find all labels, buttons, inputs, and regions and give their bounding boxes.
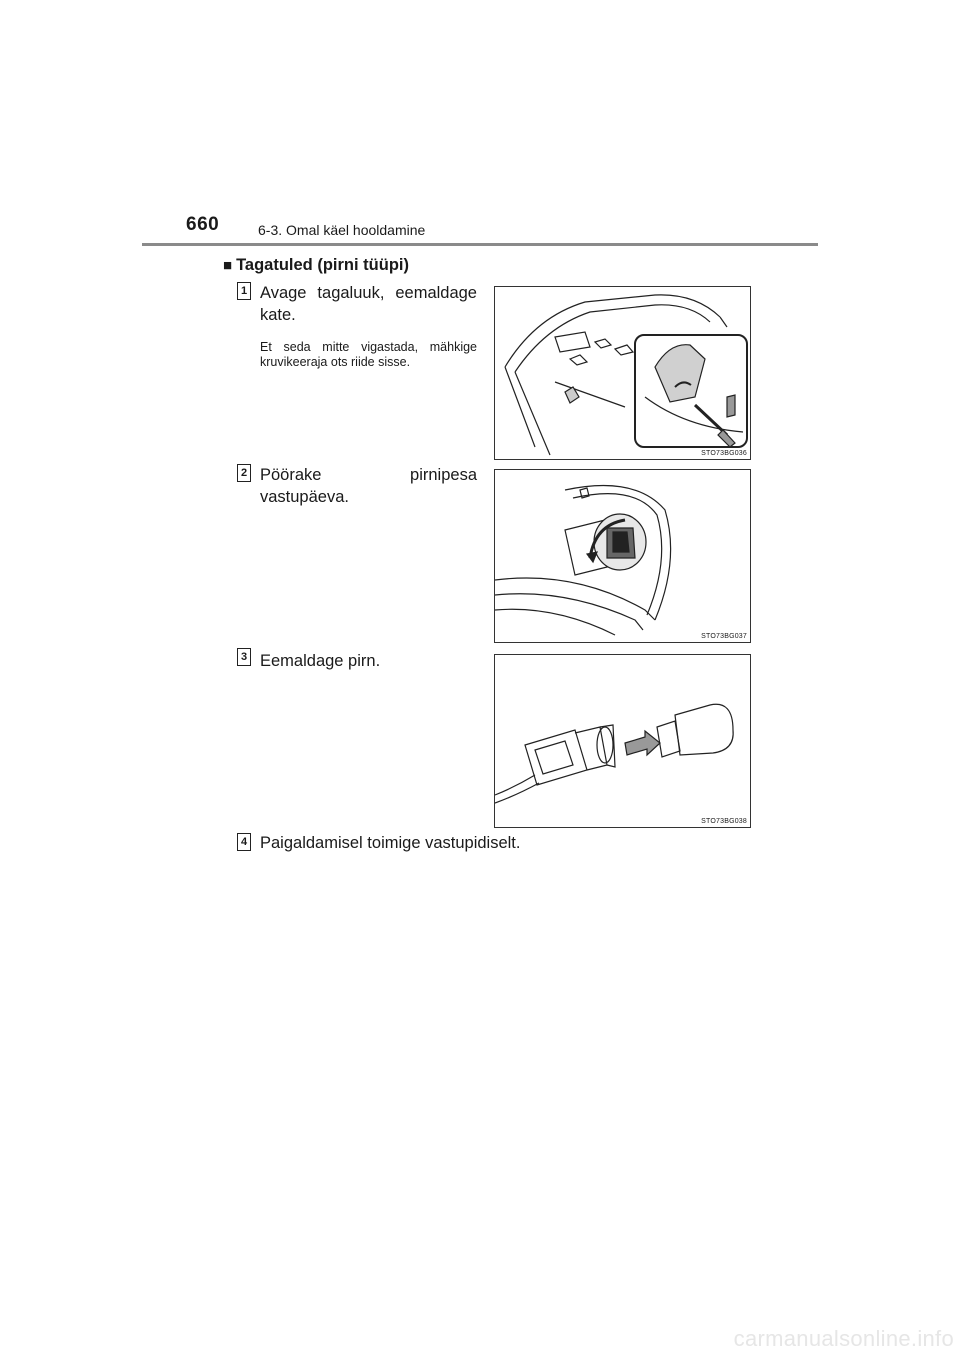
figure-1 — [494, 286, 751, 460]
step-3-text: Eemaldage pirn. — [260, 652, 381, 670]
figure-3 — [494, 654, 751, 828]
step-1-note: Et seda mitte vigastada, mähkige kruvikeeraja ots riide sisse. — [260, 340, 477, 369]
step-number-2: 2 — [237, 464, 251, 482]
bulb-removal-illustration — [495, 655, 750, 827]
page-number: 660 — [186, 214, 220, 235]
trunk-lid-illustration — [495, 287, 750, 459]
step-number-1: 1 — [237, 282, 251, 300]
figure-1-code: STO73BG036 — [701, 450, 747, 457]
section-title: 6-3. Omal käel hooldamine — [258, 222, 426, 238]
figure-3-code: STO73BG038 — [701, 818, 747, 825]
figure-2-code: STO73BG037 — [701, 633, 747, 640]
step-4-text: Paigaldamisel toimige vastupidiselt. — [260, 834, 521, 852]
watermark: carmanualsonline.info — [733, 1326, 954, 1351]
header-rule — [142, 243, 818, 246]
square-bullet-icon: ■ — [223, 257, 233, 274]
step-number-3: 3 — [237, 648, 251, 666]
step-1-text: Avage tagaluuk, eemaldage kate. — [260, 284, 477, 324]
step-2-text: Pöörake pirnipesa vastupäeva. — [260, 466, 477, 506]
step-number-4: 4 — [237, 833, 251, 851]
subheading — [223, 256, 409, 275]
subheading-text: Tagatuled (pirni tüüpi) — [236, 256, 409, 274]
figure-2 — [494, 469, 751, 643]
bulb-socket-illustration — [495, 470, 750, 642]
